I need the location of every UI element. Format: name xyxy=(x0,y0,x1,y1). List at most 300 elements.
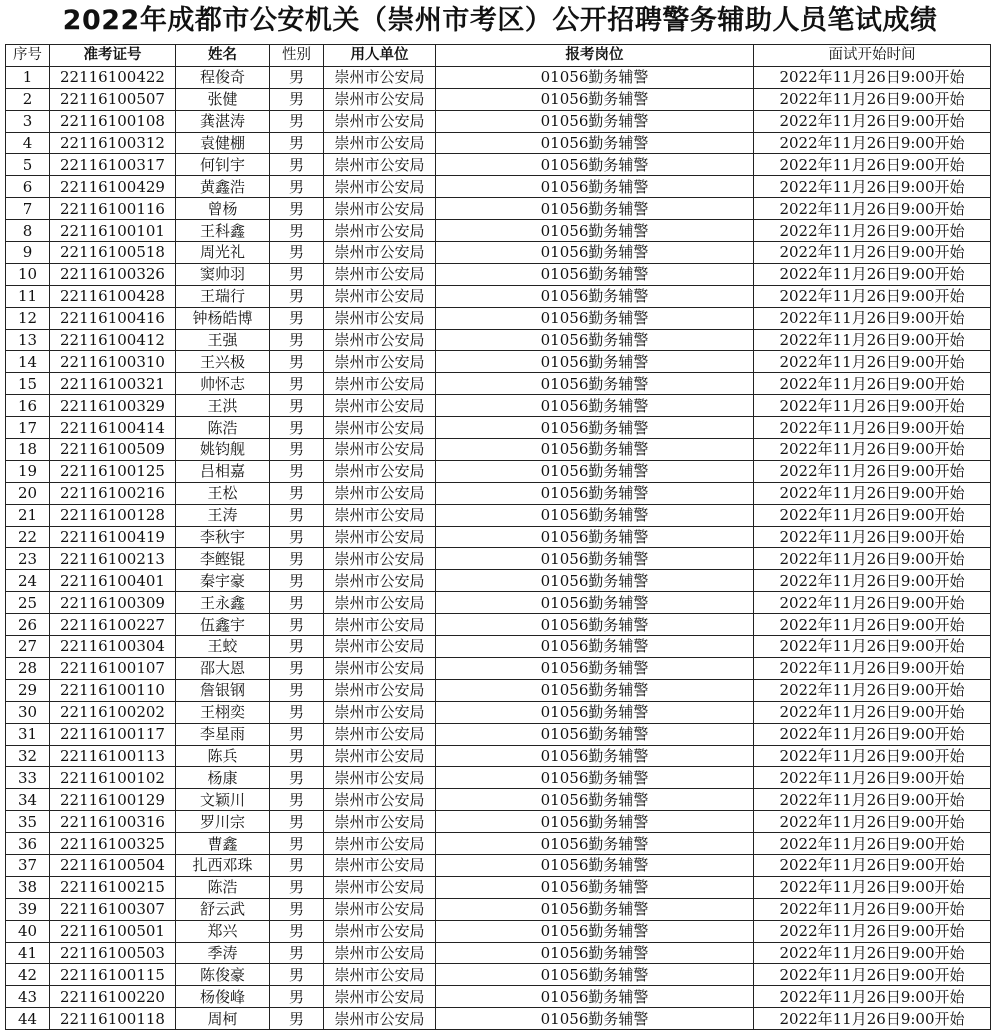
cell-position: 01056勤务辅警 xyxy=(436,220,754,242)
cell-gender: 男 xyxy=(270,482,324,504)
cell-employer: 崇州市公安局 xyxy=(324,198,436,220)
cell-gender: 男 xyxy=(270,701,324,723)
cell-position: 01056勤务辅警 xyxy=(436,110,754,132)
cell-employer: 崇州市公安局 xyxy=(324,723,436,745)
cell-employer: 崇州市公安局 xyxy=(324,220,436,242)
cell-employer: 崇州市公安局 xyxy=(324,679,436,701)
cell-ticket-number: 22116100503 xyxy=(50,942,176,964)
cell-interview-time: 2022年11月26日9:00开始 xyxy=(754,307,991,329)
cell-gender: 男 xyxy=(270,570,324,592)
table-row xyxy=(6,88,991,110)
cell-ticket-number: 22116100501 xyxy=(50,920,176,942)
cell-employer: 崇州市公安局 xyxy=(324,285,436,307)
cell-index: 38 xyxy=(6,876,50,898)
cell-index: 20 xyxy=(6,482,50,504)
cell-interview-time: 2022年11月26日9:00开始 xyxy=(754,373,991,395)
cell-employer: 崇州市公安局 xyxy=(324,964,436,986)
cell-ticket-number: 22116100401 xyxy=(50,570,176,592)
cell-position: 01056勤务辅警 xyxy=(436,285,754,307)
table-row xyxy=(6,789,991,811)
cell-ticket-number: 22116100307 xyxy=(50,898,176,920)
cell-name: 扎西邓珠 xyxy=(176,854,270,876)
column-header-index: 序号 xyxy=(6,45,50,67)
cell-gender: 男 xyxy=(270,898,324,920)
cell-position: 01056勤务辅警 xyxy=(436,154,754,176)
cell-gender: 男 xyxy=(270,986,324,1008)
cell-employer: 崇州市公安局 xyxy=(324,811,436,833)
cell-ticket-number: 22116100419 xyxy=(50,526,176,548)
cell-index: 43 xyxy=(6,986,50,1008)
cell-position: 01056勤务辅警 xyxy=(436,811,754,833)
cell-index: 29 xyxy=(6,679,50,701)
cell-ticket-number: 22116100118 xyxy=(50,1008,176,1030)
cell-gender: 男 xyxy=(270,592,324,614)
cell-position: 01056勤务辅警 xyxy=(436,548,754,570)
cell-position: 01056勤务辅警 xyxy=(436,373,754,395)
cell-position: 01056勤务辅警 xyxy=(436,198,754,220)
cell-position: 01056勤务辅警 xyxy=(436,176,754,198)
cell-position: 01056勤务辅警 xyxy=(436,876,754,898)
cell-employer: 崇州市公安局 xyxy=(324,351,436,373)
cell-ticket-number: 22116100213 xyxy=(50,548,176,570)
cell-employer: 崇州市公安局 xyxy=(324,439,436,461)
cell-gender: 男 xyxy=(270,263,324,285)
results-table xyxy=(5,44,991,1030)
cell-index: 34 xyxy=(6,789,50,811)
cell-employer: 崇州市公安局 xyxy=(324,1008,436,1030)
cell-name: 陈浩 xyxy=(176,876,270,898)
table-row xyxy=(6,876,991,898)
cell-employer: 崇州市公安局 xyxy=(324,701,436,723)
cell-gender: 男 xyxy=(270,220,324,242)
table-row xyxy=(6,833,991,855)
table-row xyxy=(6,132,991,154)
cell-name: 王兴极 xyxy=(176,351,270,373)
cell-name: 王瑞行 xyxy=(176,285,270,307)
cell-ticket-number: 22116100304 xyxy=(50,636,176,658)
cell-ticket-number: 22116100326 xyxy=(50,263,176,285)
cell-position: 01056勤务辅警 xyxy=(436,307,754,329)
cell-interview-time: 2022年11月26日9:00开始 xyxy=(754,636,991,658)
cell-position: 01056勤务辅警 xyxy=(436,504,754,526)
cell-name: 李鲣锟 xyxy=(176,548,270,570)
cell-name: 钟杨皓博 xyxy=(176,307,270,329)
cell-name: 罗川宗 xyxy=(176,811,270,833)
cell-name: 周柯 xyxy=(176,1008,270,1030)
cell-gender: 男 xyxy=(270,636,324,658)
cell-index: 10 xyxy=(6,263,50,285)
cell-ticket-number: 22116100227 xyxy=(50,614,176,636)
cell-employer: 崇州市公安局 xyxy=(324,526,436,548)
cell-name: 王洪 xyxy=(176,395,270,417)
cell-index: 8 xyxy=(6,220,50,242)
table-row xyxy=(6,176,991,198)
cell-interview-time: 2022年11月26日9:00开始 xyxy=(754,526,991,548)
cell-name: 姚钧舰 xyxy=(176,439,270,461)
cell-position: 01056勤务辅警 xyxy=(436,767,754,789)
cell-gender: 男 xyxy=(270,745,324,767)
cell-interview-time: 2022年11月26日9:00开始 xyxy=(754,811,991,833)
cell-employer: 崇州市公安局 xyxy=(324,767,436,789)
cell-employer: 崇州市公安局 xyxy=(324,482,436,504)
column-header-position: 报考岗位 xyxy=(436,45,754,67)
cell-position: 01056勤务辅警 xyxy=(436,417,754,439)
cell-index: 31 xyxy=(6,723,50,745)
cell-employer: 崇州市公安局 xyxy=(324,548,436,570)
cell-interview-time: 2022年11月26日9:00开始 xyxy=(754,592,991,614)
cell-employer: 崇州市公安局 xyxy=(324,920,436,942)
table-row xyxy=(6,767,991,789)
cell-ticket-number: 22116100518 xyxy=(50,242,176,264)
cell-name: 陈浩 xyxy=(176,417,270,439)
cell-ticket-number: 22116100117 xyxy=(50,723,176,745)
cell-position: 01056勤务辅警 xyxy=(436,351,754,373)
cell-employer: 崇州市公安局 xyxy=(324,66,436,88)
cell-ticket-number: 22116100215 xyxy=(50,876,176,898)
cell-name: 杨俊峰 xyxy=(176,986,270,1008)
cell-gender: 男 xyxy=(270,329,324,351)
table-row xyxy=(6,460,991,482)
table-row xyxy=(6,395,991,417)
cell-employer: 崇州市公安局 xyxy=(324,263,436,285)
cell-employer: 崇州市公安局 xyxy=(324,307,436,329)
cell-employer: 崇州市公安局 xyxy=(324,417,436,439)
cell-employer: 崇州市公安局 xyxy=(324,395,436,417)
column-header-gender: 性别 xyxy=(270,45,324,67)
cell-ticket-number: 22116100129 xyxy=(50,789,176,811)
cell-name: 王强 xyxy=(176,329,270,351)
cell-gender: 男 xyxy=(270,833,324,855)
cell-interview-time: 2022年11月26日9:00开始 xyxy=(754,657,991,679)
cell-position: 01056勤务辅警 xyxy=(436,986,754,1008)
cell-interview-time: 2022年11月26日9:00开始 xyxy=(754,439,991,461)
cell-index: 25 xyxy=(6,592,50,614)
cell-employer: 崇州市公安局 xyxy=(324,833,436,855)
cell-name: 伍鑫宇 xyxy=(176,614,270,636)
cell-gender: 男 xyxy=(270,351,324,373)
cell-index: 16 xyxy=(6,395,50,417)
cell-gender: 男 xyxy=(270,876,324,898)
cell-position: 01056勤务辅警 xyxy=(436,701,754,723)
cell-name: 王科鑫 xyxy=(176,220,270,242)
cell-ticket-number: 22116100509 xyxy=(50,439,176,461)
cell-ticket-number: 22116100110 xyxy=(50,679,176,701)
cell-name: 邵大恩 xyxy=(176,657,270,679)
cell-ticket-number: 22116100216 xyxy=(50,482,176,504)
cell-gender: 男 xyxy=(270,373,324,395)
cell-gender: 男 xyxy=(270,1008,324,1030)
table-row xyxy=(6,482,991,504)
cell-ticket-number: 22116100329 xyxy=(50,395,176,417)
table-row xyxy=(6,854,991,876)
cell-gender: 男 xyxy=(270,811,324,833)
cell-index: 13 xyxy=(6,329,50,351)
cell-ticket-number: 22116100113 xyxy=(50,745,176,767)
table-row xyxy=(6,66,991,88)
cell-ticket-number: 22116100414 xyxy=(50,417,176,439)
cell-index: 27 xyxy=(6,636,50,658)
table-row xyxy=(6,592,991,614)
cell-gender: 男 xyxy=(270,285,324,307)
cell-index: 9 xyxy=(6,242,50,264)
table-row xyxy=(6,198,991,220)
cell-name: 程俊奇 xyxy=(176,66,270,88)
cell-gender: 男 xyxy=(270,548,324,570)
cell-position: 01056勤务辅警 xyxy=(436,460,754,482)
cell-employer: 崇州市公安局 xyxy=(324,636,436,658)
cell-name: 帅怀志 xyxy=(176,373,270,395)
cell-interview-time: 2022年11月26日9:00开始 xyxy=(754,263,991,285)
cell-interview-time: 2022年11月26日9:00开始 xyxy=(754,920,991,942)
cell-ticket-number: 22116100102 xyxy=(50,767,176,789)
cell-employer: 崇州市公安局 xyxy=(324,460,436,482)
cell-name: 王涛 xyxy=(176,504,270,526)
table-row xyxy=(6,242,991,264)
cell-employer: 崇州市公安局 xyxy=(324,154,436,176)
cell-position: 01056勤务辅警 xyxy=(436,833,754,855)
cell-name: 王蛟 xyxy=(176,636,270,658)
cell-ticket-number: 22116100125 xyxy=(50,460,176,482)
table-row xyxy=(6,811,991,833)
cell-position: 01056勤务辅警 xyxy=(436,439,754,461)
cell-name: 季涛 xyxy=(176,942,270,964)
cell-gender: 男 xyxy=(270,66,324,88)
cell-ticket-number: 22116100128 xyxy=(50,504,176,526)
table-row xyxy=(6,263,991,285)
cell-name: 曾杨 xyxy=(176,198,270,220)
cell-interview-time: 2022年11月26日9:00开始 xyxy=(754,285,991,307)
cell-ticket-number: 22116100312 xyxy=(50,132,176,154)
cell-position: 01056勤务辅警 xyxy=(436,657,754,679)
cell-index: 5 xyxy=(6,154,50,176)
cell-name: 龚湛涛 xyxy=(176,110,270,132)
cell-index: 30 xyxy=(6,701,50,723)
cell-gender: 男 xyxy=(270,460,324,482)
cell-ticket-number: 22116100202 xyxy=(50,701,176,723)
cell-position: 01056勤务辅警 xyxy=(436,395,754,417)
table-row xyxy=(6,351,991,373)
table-body xyxy=(6,66,991,1029)
cell-name: 秦宇豪 xyxy=(176,570,270,592)
table-row xyxy=(6,417,991,439)
cell-gender: 男 xyxy=(270,789,324,811)
cell-name: 曹鑫 xyxy=(176,833,270,855)
table-row xyxy=(6,526,991,548)
table-row xyxy=(6,679,991,701)
cell-employer: 崇州市公安局 xyxy=(324,657,436,679)
cell-interview-time: 2022年11月26日9:00开始 xyxy=(754,110,991,132)
cell-interview-time: 2022年11月26日9:00开始 xyxy=(754,351,991,373)
cell-employer: 崇州市公安局 xyxy=(324,242,436,264)
cell-ticket-number: 22116100317 xyxy=(50,154,176,176)
cell-index: 23 xyxy=(6,548,50,570)
cell-interview-time: 2022年11月26日9:00开始 xyxy=(754,833,991,855)
table-row xyxy=(6,723,991,745)
cell-index: 12 xyxy=(6,307,50,329)
cell-index: 15 xyxy=(6,373,50,395)
cell-name: 吕相嘉 xyxy=(176,460,270,482)
cell-employer: 崇州市公安局 xyxy=(324,132,436,154)
cell-ticket-number: 22116100412 xyxy=(50,329,176,351)
table-row xyxy=(6,964,991,986)
cell-index: 39 xyxy=(6,898,50,920)
cell-ticket-number: 22116100507 xyxy=(50,88,176,110)
cell-name: 黄鑫浩 xyxy=(176,176,270,198)
cell-gender: 男 xyxy=(270,154,324,176)
cell-interview-time: 2022年11月26日9:00开始 xyxy=(754,745,991,767)
column-header-interview-time: 面试开始时间 xyxy=(754,45,991,67)
cell-employer: 崇州市公安局 xyxy=(324,592,436,614)
cell-gender: 男 xyxy=(270,132,324,154)
cell-index: 6 xyxy=(6,176,50,198)
cell-interview-time: 2022年11月26日9:00开始 xyxy=(754,460,991,482)
cell-employer: 崇州市公安局 xyxy=(324,986,436,1008)
cell-index: 18 xyxy=(6,439,50,461)
cell-interview-time: 2022年11月26日9:00开始 xyxy=(754,876,991,898)
table-header-row xyxy=(6,45,991,67)
cell-interview-time: 2022年11月26日9:00开始 xyxy=(754,395,991,417)
cell-interview-time: 2022年11月26日9:00开始 xyxy=(754,482,991,504)
cell-position: 01056勤务辅警 xyxy=(436,592,754,614)
cell-interview-time: 2022年11月26日9:00开始 xyxy=(754,679,991,701)
cell-index: 24 xyxy=(6,570,50,592)
table-row xyxy=(6,636,991,658)
cell-position: 01056勤务辅警 xyxy=(436,745,754,767)
cell-gender: 男 xyxy=(270,767,324,789)
table-row xyxy=(6,439,991,461)
cell-interview-time: 2022年11月26日9:00开始 xyxy=(754,242,991,264)
cell-name: 窦帅羽 xyxy=(176,263,270,285)
cell-name: 李秋宇 xyxy=(176,526,270,548)
cell-ticket-number: 22116100108 xyxy=(50,110,176,132)
cell-ticket-number: 22116100428 xyxy=(50,285,176,307)
cell-index: 33 xyxy=(6,767,50,789)
cell-gender: 男 xyxy=(270,198,324,220)
cell-index: 7 xyxy=(6,198,50,220)
table-row xyxy=(6,745,991,767)
cell-position: 01056勤务辅警 xyxy=(436,964,754,986)
cell-name: 何钊宇 xyxy=(176,154,270,176)
cell-interview-time: 2022年11月26日9:00开始 xyxy=(754,88,991,110)
cell-employer: 崇州市公安局 xyxy=(324,854,436,876)
cell-name: 文颖川 xyxy=(176,789,270,811)
cell-index: 1 xyxy=(6,66,50,88)
cell-gender: 男 xyxy=(270,88,324,110)
cell-ticket-number: 22116100101 xyxy=(50,220,176,242)
cell-position: 01056勤务辅警 xyxy=(436,88,754,110)
cell-position: 01056勤务辅警 xyxy=(436,1008,754,1030)
cell-ticket-number: 22116100310 xyxy=(50,351,176,373)
cell-ticket-number: 22116100116 xyxy=(50,198,176,220)
cell-gender: 男 xyxy=(270,395,324,417)
cell-interview-time: 2022年11月26日9:00开始 xyxy=(754,504,991,526)
cell-index: 40 xyxy=(6,920,50,942)
cell-interview-time: 2022年11月26日9:00开始 xyxy=(754,701,991,723)
cell-index: 14 xyxy=(6,351,50,373)
cell-ticket-number: 22116100220 xyxy=(50,986,176,1008)
cell-interview-time: 2022年11月26日9:00开始 xyxy=(754,154,991,176)
table-row xyxy=(6,920,991,942)
cell-gender: 男 xyxy=(270,614,324,636)
document-title: 2022年成都市公安机关（崇州市考区）公开招聘警务辅助人员笔试成绩 xyxy=(62,5,938,36)
column-header-ticket-number: 准考证号 xyxy=(50,45,176,67)
cell-index: 42 xyxy=(6,964,50,986)
cell-interview-time: 2022年11月26日9:00开始 xyxy=(754,570,991,592)
cell-position: 01056勤务辅警 xyxy=(436,482,754,504)
table-row xyxy=(6,504,991,526)
cell-interview-time: 2022年11月26日9:00开始 xyxy=(754,942,991,964)
cell-position: 01056勤务辅警 xyxy=(436,723,754,745)
cell-position: 01056勤务辅警 xyxy=(436,636,754,658)
cell-employer: 崇州市公安局 xyxy=(324,110,436,132)
cell-ticket-number: 22116100309 xyxy=(50,592,176,614)
cell-index: 35 xyxy=(6,811,50,833)
cell-position: 01056勤务辅警 xyxy=(436,526,754,548)
cell-index: 2 xyxy=(6,88,50,110)
cell-interview-time: 2022年11月26日9:00开始 xyxy=(754,723,991,745)
cell-gender: 男 xyxy=(270,176,324,198)
cell-interview-time: 2022年11月26日9:00开始 xyxy=(754,898,991,920)
cell-index: 32 xyxy=(6,745,50,767)
cell-ticket-number: 22116100115 xyxy=(50,964,176,986)
cell-position: 01056勤务辅警 xyxy=(436,854,754,876)
cell-index: 36 xyxy=(6,833,50,855)
cell-gender: 男 xyxy=(270,417,324,439)
cell-index: 26 xyxy=(6,614,50,636)
cell-index: 21 xyxy=(6,504,50,526)
cell-interview-time: 2022年11月26日9:00开始 xyxy=(754,176,991,198)
table-row xyxy=(6,701,991,723)
cell-index: 4 xyxy=(6,132,50,154)
cell-gender: 男 xyxy=(270,854,324,876)
cell-index: 3 xyxy=(6,110,50,132)
cell-employer: 崇州市公安局 xyxy=(324,942,436,964)
cell-gender: 男 xyxy=(270,110,324,132)
cell-name: 王松 xyxy=(176,482,270,504)
cell-gender: 男 xyxy=(270,679,324,701)
cell-interview-time: 2022年11月26日9:00开始 xyxy=(754,548,991,570)
table-row xyxy=(6,614,991,636)
cell-gender: 男 xyxy=(270,439,324,461)
cell-name: 郑兴 xyxy=(176,920,270,942)
cell-interview-time: 2022年11月26日9:00开始 xyxy=(754,417,991,439)
cell-gender: 男 xyxy=(270,526,324,548)
cell-interview-time: 2022年11月26日9:00开始 xyxy=(754,767,991,789)
cell-ticket-number: 22116100316 xyxy=(50,811,176,833)
cell-position: 01056勤务辅警 xyxy=(436,920,754,942)
cell-name: 王永鑫 xyxy=(176,592,270,614)
cell-interview-time: 2022年11月26日9:00开始 xyxy=(754,329,991,351)
cell-interview-time: 2022年11月26日9:00开始 xyxy=(754,614,991,636)
table-row xyxy=(6,285,991,307)
cell-interview-time: 2022年11月26日9:00开始 xyxy=(754,198,991,220)
table-row xyxy=(6,986,991,1008)
cell-position: 01056勤务辅警 xyxy=(436,329,754,351)
cell-index: 19 xyxy=(6,460,50,482)
cell-index: 17 xyxy=(6,417,50,439)
column-header-name: 姓名 xyxy=(176,45,270,67)
cell-index: 44 xyxy=(6,1008,50,1030)
table-row xyxy=(6,548,991,570)
table-row xyxy=(6,570,991,592)
cell-gender: 男 xyxy=(270,504,324,526)
cell-position: 01056勤务辅警 xyxy=(436,789,754,811)
table-row xyxy=(6,1008,991,1030)
table-row xyxy=(6,154,991,176)
cell-employer: 崇州市公安局 xyxy=(324,745,436,767)
cell-position: 01056勤务辅警 xyxy=(436,614,754,636)
cell-name: 李星雨 xyxy=(176,723,270,745)
